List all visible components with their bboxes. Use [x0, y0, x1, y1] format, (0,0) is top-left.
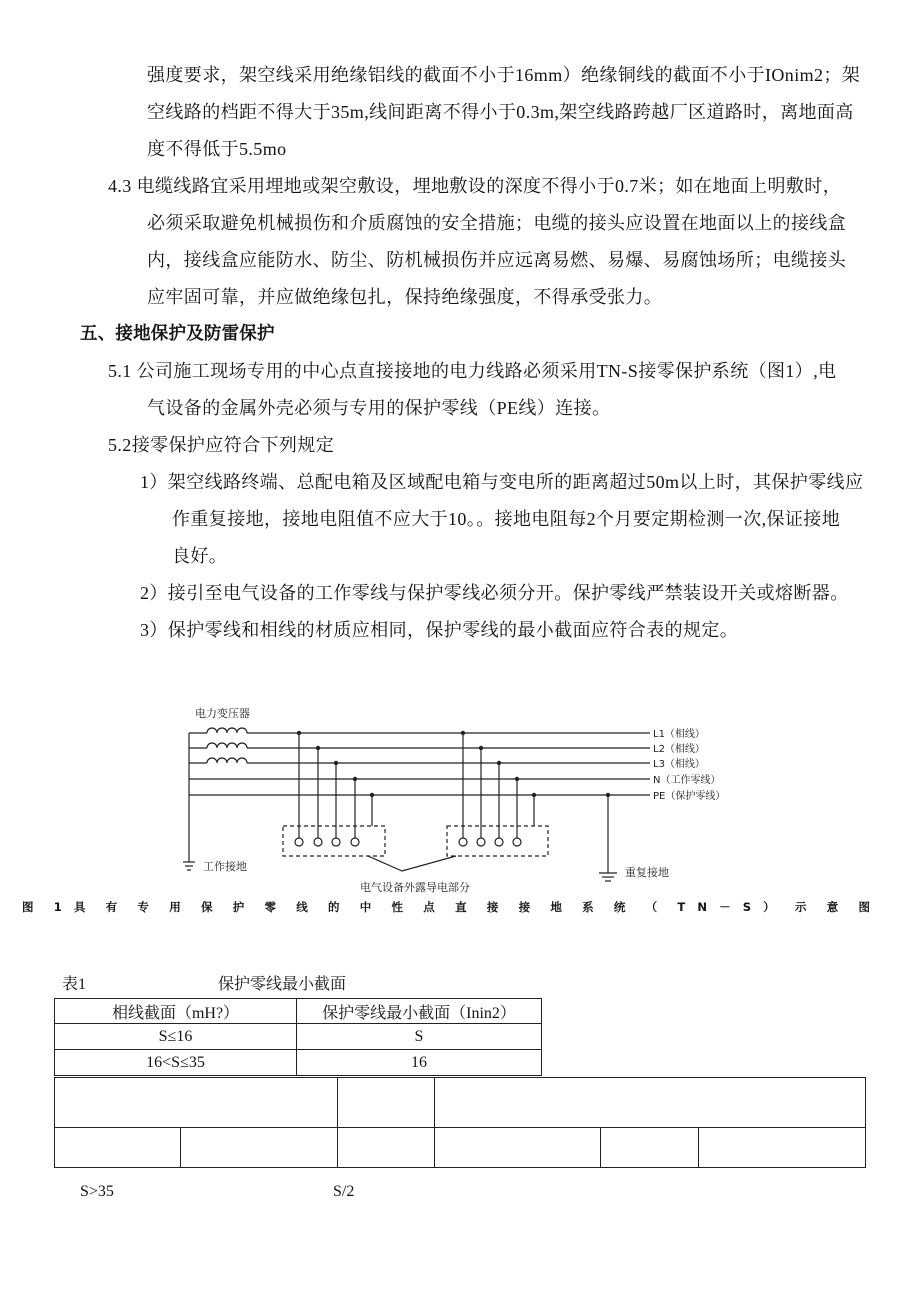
work-ground-label: 工作接地 [203, 860, 247, 873]
figure-caption: 图 1 具 有 专 用 保 护 零 线 的 中 性 点 直 接 接 地 系 统 （ T N － S ） 示 意 图 [22, 900, 870, 914]
transformer-coil-l1 [207, 728, 247, 733]
item-4-3-line: 必须采取避免机械损伤和介质腐蚀的安全措施；电缆的接头应设置在地面以上的接线盒 [147, 213, 847, 233]
terminal-circle [351, 838, 359, 846]
table-header-cell: 保护零线最小截面（Inin2） [296, 998, 542, 1024]
table-number: 表1 [62, 976, 87, 993]
empty-table-cell [698, 1127, 866, 1168]
line-label-l2: L2（相线） [653, 744, 705, 755]
line-label-pe: PE（保护零线） [653, 791, 726, 802]
terminal-circle [513, 838, 521, 846]
junction-dot [479, 746, 483, 750]
terminal-circle [495, 838, 503, 846]
junction-dot [297, 731, 301, 735]
section-heading: 五、接地保护及防雷保护 [80, 324, 275, 344]
item-4-3-line: 4.3 电缆线路宜采用埋地或架空敷设，埋地敷设的深度不得小于0.7米；如在地面上明敷时， [108, 176, 842, 196]
transformer-coil-l3 [207, 758, 247, 763]
repeat-ground-symbol [599, 873, 617, 881]
line-label-l3: L3（相线） [653, 759, 705, 770]
item-5-2-line: 5.2接零保护应符合下列规定 [108, 435, 335, 455]
tn-s-diagram [0, 690, 920, 900]
paragraph-line: 度不得低于5.5mo [147, 139, 287, 159]
table-last-row-phase: S>35 [80, 1183, 114, 1200]
item-4-3-line: 应牢固可靠，并应做绝缘包扎，保持绝缘强度，不得承受张力。 [147, 287, 663, 307]
junction-dot [334, 761, 338, 765]
terminal-circle [459, 838, 467, 846]
exposed-conductive-connection [368, 856, 456, 871]
rule-1-line: 1）架空线路终端、总配电箱及区域配电箱与变电所的距离超过50m以上时，其保护零线应 [140, 472, 864, 492]
empty-table-cell [54, 1077, 338, 1128]
junction-dot [353, 777, 357, 781]
junction-dot [316, 746, 320, 750]
rule-1-line: 良好。 [172, 546, 228, 566]
device-box-right [447, 826, 548, 856]
table-title: 保护零线最小截面 [218, 976, 347, 993]
table-cell: S≤16 [54, 1023, 297, 1050]
table-header-cell: 相线截面（mH?） [54, 998, 297, 1024]
table-cell: 16<S≤35 [54, 1049, 297, 1076]
empty-table-cell [434, 1077, 866, 1128]
repeat-ground-label: 重复接地 [625, 866, 669, 879]
device-box-left [283, 826, 385, 856]
rule-1-line: 作重复接地，接地电阻值不应大于10。。接地电阻每2个月要定期检测一次,保证接地 [172, 509, 841, 529]
rule-2-line: 2）接引至电气设备的工作零线与保护零线必须分开。保护零线严禁装设开关或熔断器。 [140, 583, 849, 603]
body-text [0, 57, 920, 649]
item-5-1-line: 5.1 公司施工现场专用的中心点直接接地的电力线路必须采用TN-S接零保护系统（图1）,电 [108, 361, 837, 381]
empty-table-cell [600, 1127, 699, 1168]
empty-table-cell [337, 1077, 435, 1128]
junction-dot [497, 761, 501, 765]
empty-table-cell [434, 1127, 601, 1168]
junction-dot [606, 793, 610, 797]
transformer-label: 电力变压器 [195, 707, 250, 720]
terminal-circle [332, 838, 340, 846]
junction-dot [461, 731, 465, 735]
table-cell: S [296, 1023, 542, 1050]
paragraph-line: 空线路的档距不得大于35m,线间距离不得小于0.3m,架空线路跨越厂区道路时，离地面高 [147, 102, 854, 122]
line-label-n: N（工作零线） [653, 775, 721, 786]
line-label-l1: L1（相线） [653, 729, 705, 740]
device-label: 电气设备外露导电部分 [360, 881, 470, 894]
empty-table-cell [54, 1127, 181, 1168]
junction-dot [370, 793, 374, 797]
item-4-3-line: 内，接线盒应能防水、防尘、防机械损伤并应远离易燃、易爆、易腐蚀场所；电缆接头 [147, 250, 847, 270]
item-5-1-line: 气设备的金属外壳必须与专用的保护零线（PE线）连接。 [147, 398, 611, 418]
junction-dot [515, 777, 519, 781]
empty-table-cell [180, 1127, 338, 1168]
transformer-coil-l2 [207, 743, 247, 748]
terminal-circle [295, 838, 303, 846]
rule-3-line: 3）保护零线和相线的材质应相同，保护零线的最小截面应符合表的规定。 [140, 620, 739, 640]
terminal-circle [477, 838, 485, 846]
junction-dot [532, 793, 536, 797]
empty-table-cell [337, 1127, 435, 1168]
paragraph-line: 强度要求，架空线采用绝缘铝线的截面不小于16mm）绝缘铜线的截面不小于IOnim2；架 [147, 65, 861, 85]
work-ground-symbol [183, 862, 195, 870]
table-last-row-pe: S/2 [333, 1183, 355, 1200]
terminal-circle [314, 838, 322, 846]
table-cell: 16 [296, 1049, 542, 1076]
